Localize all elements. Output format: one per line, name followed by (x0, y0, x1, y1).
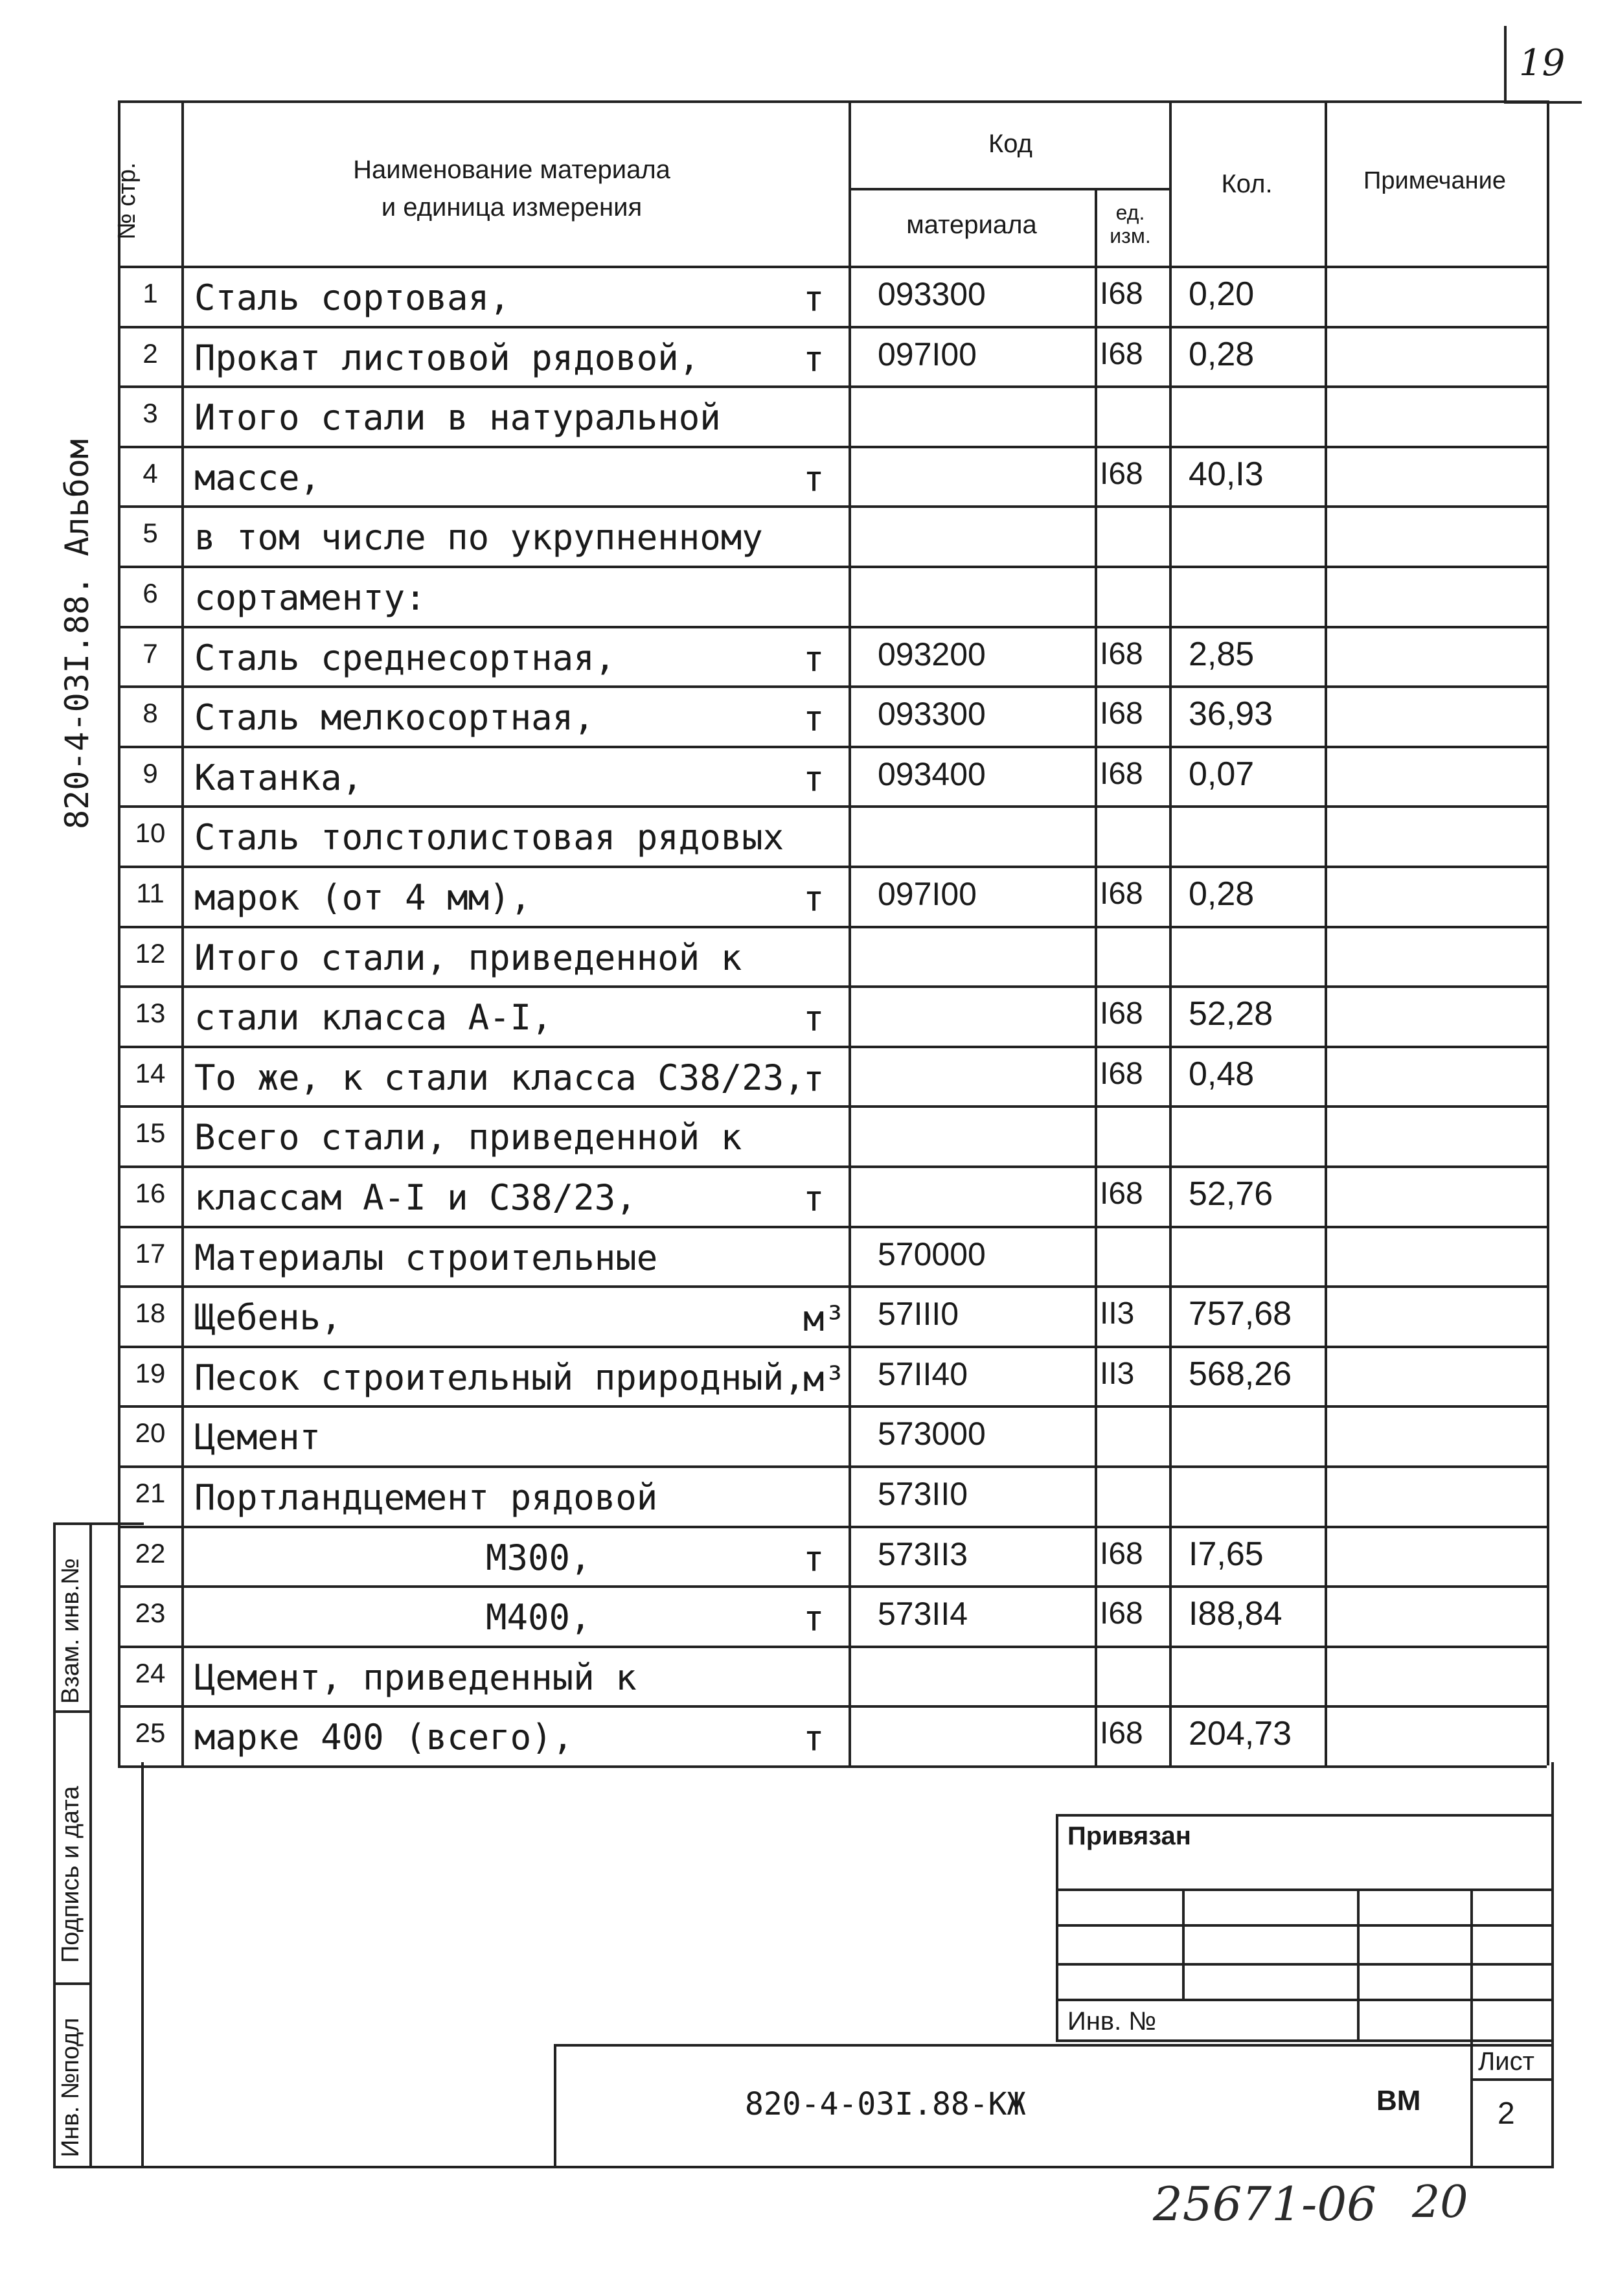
row-number: 21 (135, 1478, 166, 1508)
table-row-divider (118, 1046, 1547, 1048)
table-column-divider (118, 100, 120, 1765)
material-name: М300, (486, 1537, 591, 1578)
stamp-border (1056, 1814, 1551, 1817)
material-name: массе, (194, 457, 321, 498)
stamp-border (1056, 1999, 1551, 2001)
row-number: 15 (135, 1118, 166, 1149)
row-number: 12 (135, 937, 166, 969)
table-row-divider (118, 1165, 1547, 1168)
material-unit: т (803, 638, 825, 680)
material-code: 097I00 (878, 336, 977, 373)
table-header-bottom (118, 266, 1547, 268)
table-header-divider (849, 188, 1169, 190)
header-note: Примечание (1363, 167, 1506, 194)
left-margin-border (53, 1522, 56, 2167)
stamp-border (1056, 1924, 1551, 1927)
row-number: 8 (142, 698, 158, 729)
material-name: Прокат листовой рядовой, (194, 337, 700, 378)
material-name: Портландцемент рядовой (194, 1477, 658, 1518)
table-row-divider (118, 1226, 1547, 1228)
row-number: 11 (136, 878, 165, 908)
stamp-privyazan: Привязан (1067, 1822, 1191, 1850)
row-number: 9 (142, 757, 158, 788)
material-unit: т (803, 698, 825, 740)
material-name: Цемент (194, 1417, 321, 1458)
unit-code: I68 (1100, 1596, 1143, 1631)
frame-border (53, 2166, 1554, 2168)
table-row-divider (118, 446, 1547, 448)
material-name: сортаменту: (194, 577, 426, 618)
material-name: марке 400 (всего), (194, 1717, 574, 1758)
side-album-label: 820-4-03I.88. Альбом (58, 439, 96, 829)
quantity: 0,20 (1189, 275, 1255, 313)
material-unit: т (803, 758, 825, 799)
stamp-inv-no: Инв. № (1067, 2007, 1157, 2036)
unit-code: I68 (1100, 877, 1143, 911)
table-row-divider (118, 1105, 1547, 1108)
stamp-border (1056, 2039, 1551, 2042)
material-name: Итого стали, приведенной к (194, 937, 742, 978)
material-unit: т (803, 279, 825, 319)
stamp-border (1357, 1888, 1360, 2041)
quantity: 52,28 (1189, 995, 1273, 1033)
row-number: 7 (142, 637, 158, 669)
material-name: классам А-I и С38/23, (194, 1177, 637, 1218)
row-number: 18 (135, 1298, 166, 1329)
page-number-top: 19 (1519, 42, 1566, 84)
material-code: 093400 (878, 755, 986, 792)
table-column-divider (1547, 100, 1549, 1765)
row-number: 19 (135, 1357, 166, 1388)
table-column-divider (181, 100, 184, 1765)
sheet-number: 2 (1498, 2096, 1515, 2131)
frame-border (1551, 1762, 1554, 2167)
table-row-divider (118, 985, 1547, 988)
unit-code: I68 (1100, 1056, 1143, 1091)
material-unit: т (803, 1058, 825, 1099)
handwritten-page-number: 20 (1412, 2177, 1468, 2228)
material-unit: т (803, 1598, 825, 1640)
material-name: Всего стали, приведенной к (194, 1117, 742, 1158)
unit-code: I68 (1100, 336, 1143, 371)
material-code: 093300 (878, 276, 986, 312)
material-name: Сталь толстолистовая рядовых (194, 817, 784, 858)
material-name: М400, (486, 1597, 591, 1638)
table-row-divider (118, 1405, 1547, 1408)
row-number: 5 (142, 518, 158, 549)
stamp-border (1056, 1963, 1551, 1966)
unit-code: I68 (1100, 1536, 1143, 1571)
material-name: Сталь среднесортная, (194, 637, 616, 678)
quantity: 2,85 (1189, 635, 1255, 673)
unit-code: II3 (1100, 1356, 1135, 1391)
quantity: I88,84 (1189, 1595, 1282, 1633)
table-row-divider (118, 326, 1547, 328)
title-block-border (554, 2044, 556, 2167)
table-row-divider (118, 626, 1547, 628)
material-name: марок (от 4 мм), (194, 877, 532, 918)
row-number: 13 (135, 998, 166, 1029)
material-code: 57III0 (878, 1296, 959, 1333)
quantity: 204,73 (1189, 1715, 1292, 1753)
material-name: стали класса А-I, (194, 997, 553, 1039)
unit-code: I68 (1100, 756, 1143, 791)
title-block-border (554, 2044, 1551, 2047)
quantity: 52,76 (1189, 1175, 1273, 1213)
row-number: 1 (142, 278, 158, 308)
unit-code: I68 (1100, 277, 1143, 311)
material-name: Катанка, (194, 757, 363, 798)
quantity: 0,28 (1189, 335, 1255, 373)
material-code: 57II40 (878, 1355, 968, 1392)
left-margin-border (53, 1982, 92, 1985)
header-code-material: материала (906, 211, 1037, 239)
material-name: Песок строительный природный, (194, 1357, 805, 1398)
stamp-border (1056, 1814, 1058, 2041)
left-margin-border (89, 1522, 92, 2167)
header-name-line1: Наименование материала (353, 155, 670, 184)
table-column-divider (849, 100, 851, 1765)
table-row-divider (118, 805, 1547, 808)
row-number: 20 (135, 1418, 166, 1449)
row-number: 10 (135, 818, 166, 849)
stamp-border (1182, 1888, 1185, 1999)
row-number: 22 (135, 1537, 166, 1568)
stamp-border (1056, 1888, 1551, 1891)
margin-label-vzam: Взам. инв.№ (57, 1558, 84, 1704)
doc-code: 820-4-03I.88-КЖ (745, 2086, 1026, 2122)
row-number: 16 (135, 1178, 166, 1208)
margin-label-podpis: Подпись и дата (57, 1785, 84, 1963)
margin-label-inv-podl: Инв. №подл (57, 2017, 84, 2157)
table-row-divider (118, 926, 1547, 928)
table-row-divider (118, 1765, 1547, 1768)
material-name: Сталь сортовая, (194, 277, 510, 318)
table-row-divider (118, 1285, 1547, 1288)
material-code: 573II4 (878, 1596, 968, 1633)
handwritten-archive-number: 25671-06 (1153, 2177, 1376, 2231)
material-name: Материалы строительные (194, 1237, 658, 1278)
quantity: 568,26 (1189, 1355, 1292, 1393)
table-row-divider (118, 1346, 1547, 1348)
row-number: 25 (135, 1717, 166, 1749)
header-qty: Кол. (1221, 170, 1273, 198)
title-block-border (1470, 2078, 1551, 2081)
unit-code: I68 (1100, 996, 1143, 1031)
unit-code: I68 (1100, 636, 1143, 671)
material-name: Щебень, (194, 1297, 342, 1338)
header-name-line2: и единица измерения (381, 193, 643, 222)
unit-code: II3 (1100, 1296, 1135, 1331)
quantity: 0,28 (1189, 875, 1255, 913)
table-row-divider (118, 566, 1547, 568)
table-row-divider (118, 1585, 1547, 1588)
quantity: 757,68 (1189, 1295, 1292, 1333)
material-code: 097I00 (878, 876, 977, 912)
material-name: Итого стали в натуральной (194, 397, 721, 439)
material-name: в том числе по укрупненному (194, 517, 763, 558)
row-number: 23 (135, 1598, 166, 1629)
table-row-divider (118, 1646, 1547, 1648)
material-code: 093200 (878, 636, 986, 672)
table-column-divider (1325, 100, 1327, 1765)
material-code: 573II0 (878, 1476, 968, 1512)
unit-code: I68 (1100, 456, 1143, 491)
table-row-divider (118, 866, 1547, 868)
material-name: То же, к стали класса С38/23, (194, 1057, 805, 1098)
frame-border (141, 1762, 144, 2167)
left-margin-border (53, 1522, 144, 1525)
table-column-divider (1095, 188, 1097, 1765)
row-number: 24 (135, 1657, 166, 1688)
material-unit: м³ (803, 1298, 846, 1340)
header-code: Код (988, 130, 1032, 158)
quantity: 0,07 (1189, 755, 1255, 793)
table-row-divider (118, 505, 1547, 508)
material-code: 573II3 (878, 1535, 968, 1572)
material-unit: т (803, 338, 825, 380)
sheet-label: Лист (1478, 2047, 1534, 2076)
table-row-divider (118, 746, 1547, 748)
material-code: 573000 (878, 1416, 986, 1452)
unit-code: I68 (1100, 1177, 1143, 1211)
material-code: 570000 (878, 1235, 986, 1272)
sheet-type: ВМ (1376, 2085, 1421, 2117)
material-unit: т (803, 878, 825, 919)
unit-code: I68 (1100, 696, 1143, 731)
row-number: 14 (135, 1057, 166, 1088)
material-unit: м³ (803, 1358, 846, 1399)
row-number: 17 (135, 1237, 166, 1269)
stamp-border (1470, 1888, 1473, 2167)
quantity: 40,I3 (1189, 455, 1264, 493)
row-number: 2 (142, 338, 158, 369)
quantity: 0,48 (1189, 1055, 1255, 1093)
quantity: 36,93 (1189, 695, 1273, 733)
table-row-divider (118, 685, 1547, 688)
material-name: Сталь мелкосортная, (194, 697, 595, 739)
unit-code: I68 (1100, 1716, 1143, 1751)
material-name: Цемент, приведенный к (194, 1657, 637, 1698)
row-number: 3 (142, 398, 158, 429)
table-row-divider (118, 1526, 1547, 1528)
material-unit: т (803, 1178, 825, 1219)
material-unit: т (803, 1538, 825, 1579)
left-margin-border (53, 1710, 92, 1713)
table-row-divider (118, 1465, 1547, 1468)
material-unit: т (803, 1718, 825, 1760)
row-number: 4 (142, 457, 158, 488)
material-unit: т (803, 458, 825, 499)
quantity: I7,65 (1189, 1535, 1264, 1573)
header-row-no: № стр. (113, 162, 141, 240)
table-row-divider (118, 1705, 1547, 1708)
header-code-unit: ед. изм. (1110, 201, 1151, 247)
table-column-divider (1169, 100, 1172, 1765)
table-border-top (118, 100, 1547, 103)
row-number: 6 (142, 578, 158, 608)
page-number-box-border (1504, 26, 1507, 104)
material-unit: т (803, 998, 825, 1040)
material-code: 093300 (878, 696, 986, 733)
table-row-divider (118, 385, 1547, 388)
